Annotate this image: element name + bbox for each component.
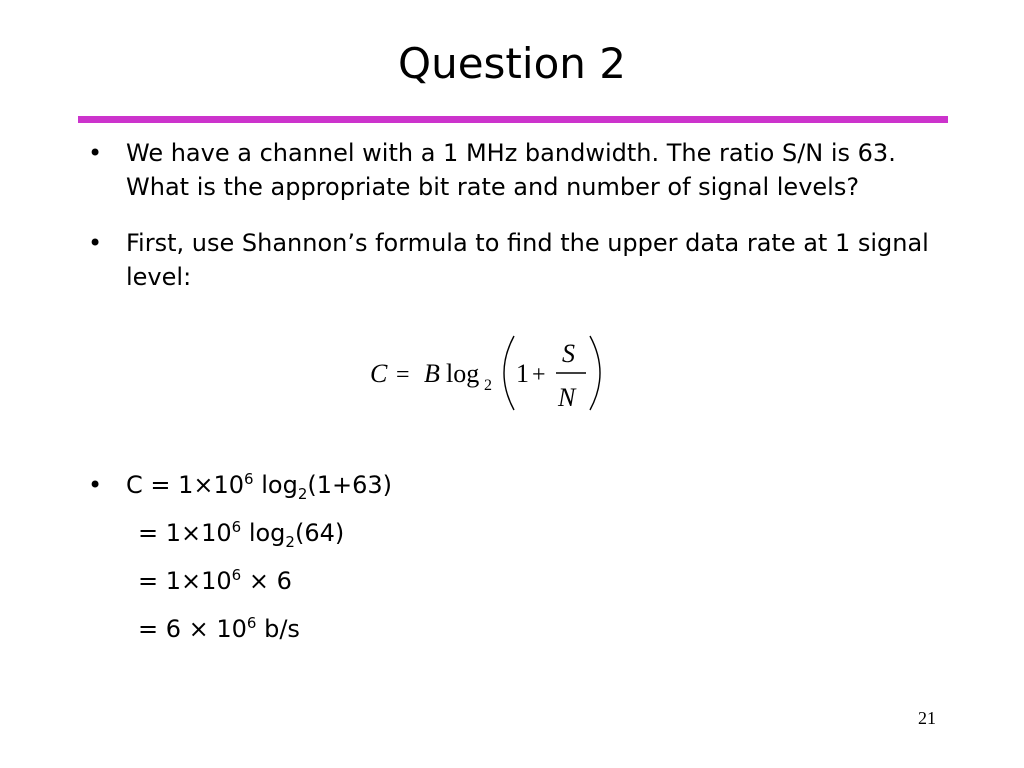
calc-line-2: [138, 516, 344, 550]
log-base: 2: [297, 485, 308, 503]
exponent: 6: [244, 470, 254, 488]
calc-text: (1+63): [307, 471, 393, 499]
title-divider: [78, 116, 948, 123]
exponent: 6: [231, 566, 242, 584]
page-number: 21: [918, 708, 936, 728]
calc-line-4: [138, 612, 300, 646]
formula-one: 1: [516, 359, 529, 388]
log-base: 2: [285, 533, 295, 551]
calc-text: (64): [294, 519, 345, 547]
calc-line-3: [138, 564, 292, 598]
bullet-dot-icon: •: [88, 229, 103, 257]
formula-noise: N: [558, 383, 576, 412]
formula-capacity: C: [370, 359, 388, 388]
formula-bandwidth: B: [424, 359, 440, 388]
calc-line-1: [126, 468, 392, 502]
bullet-item-shannon: [88, 226, 948, 294]
formula-log-base: 2: [484, 377, 492, 394]
calc-text: log: [253, 471, 298, 499]
calc-text: log: [241, 519, 286, 547]
left-paren-icon: [504, 336, 514, 410]
shannon-formula: [368, 330, 608, 414]
calc-text: b/s: [256, 615, 300, 643]
slide-title: Question 2: [398, 39, 626, 88]
formula-signal: S: [562, 339, 575, 368]
bullet-list: [88, 136, 948, 316]
calc-text: = 6 × 10: [138, 615, 247, 643]
formula-plus: +: [532, 362, 546, 388]
bullet-item-question: [88, 136, 948, 204]
bullet-text: We have a channel with a 1 MHz bandwidth. The ratio S/N is 63. What is the appropriate bit rate and number of signal levels?: [126, 139, 896, 201]
exponent: 6: [231, 518, 242, 536]
bullet-text: First, use Shannon’s formula to find the upper data rate at 1 signal level:: [126, 229, 929, 291]
calc-text: = 1×10: [138, 567, 232, 595]
calc-text: = 1×10: [138, 519, 232, 547]
bullet-dot-icon: •: [88, 139, 103, 167]
bullet-dot-icon: •: [88, 471, 103, 499]
formula-log: log: [446, 359, 480, 388]
formula-equals: =: [396, 362, 410, 388]
calc-text: × 6: [241, 567, 292, 595]
calc-text: C = 1×10: [126, 471, 245, 499]
exponent: 6: [246, 614, 257, 632]
right-paren-icon: [590, 336, 600, 410]
